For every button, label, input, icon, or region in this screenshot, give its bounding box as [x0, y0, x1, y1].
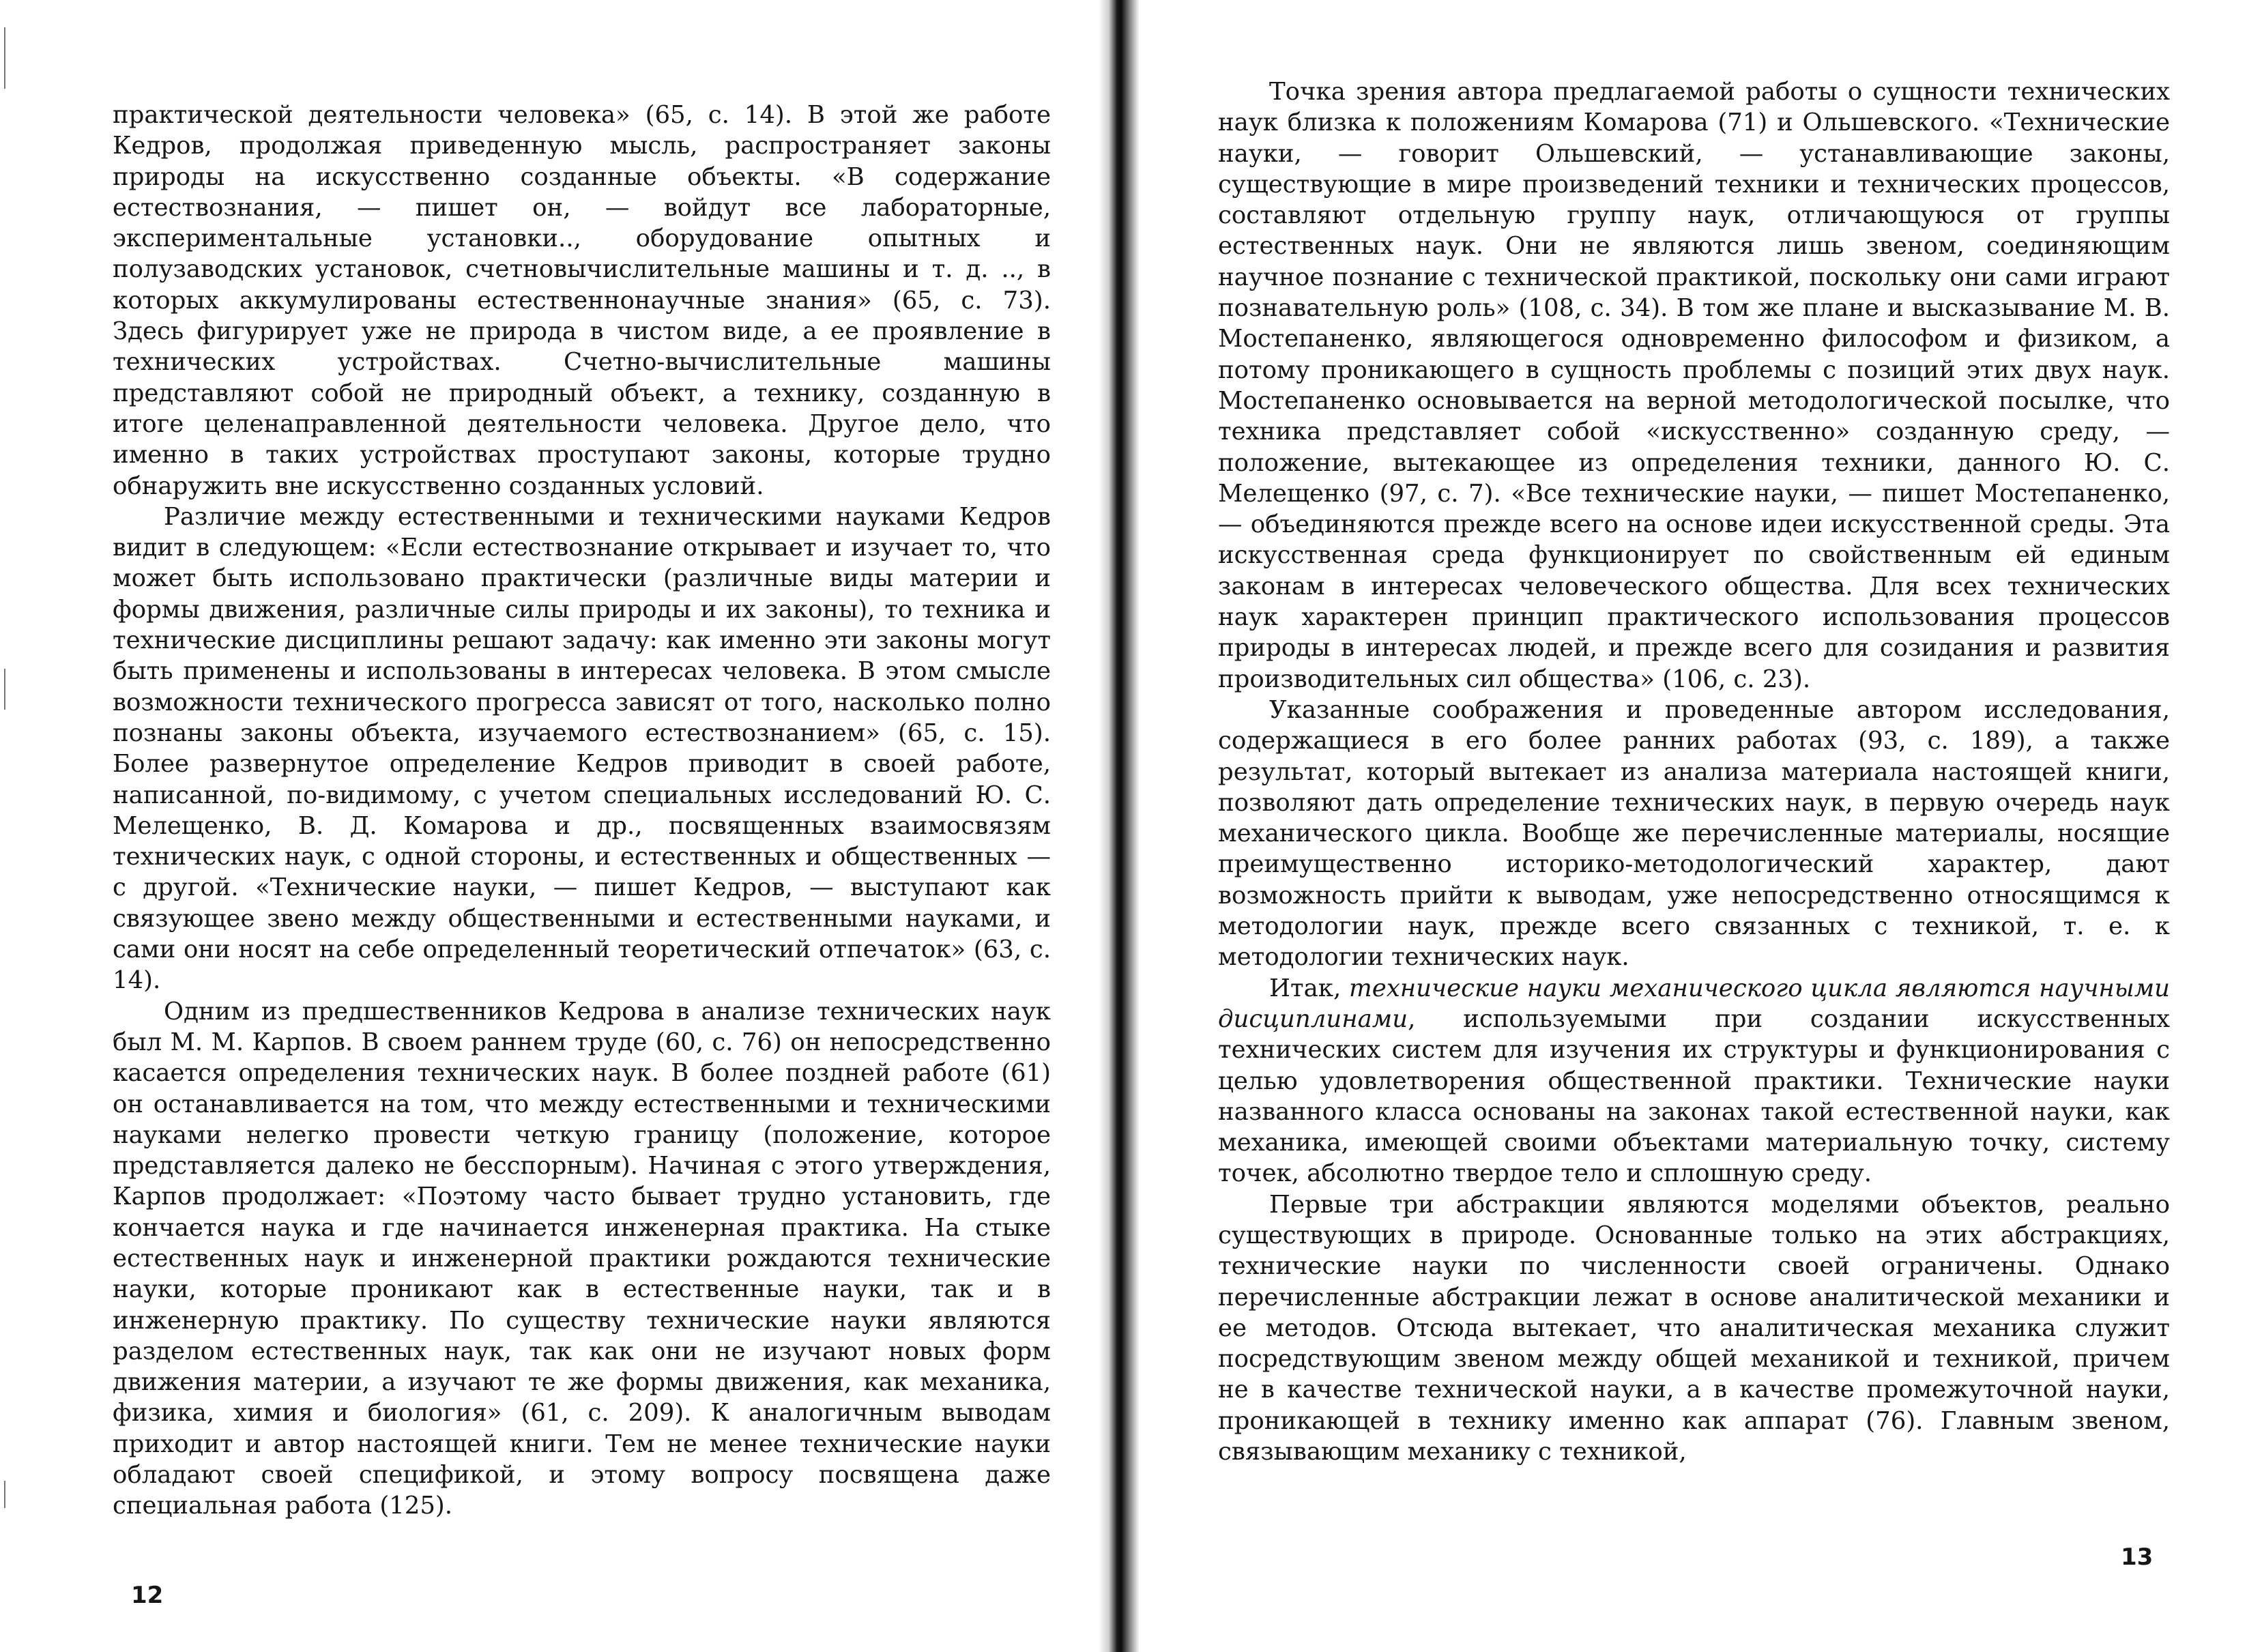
page-number: 13 — [2121, 1544, 2154, 1571]
paragraph: Точка зрения автора предлагаемой работы о сущности технических наук близка к положениям Комарова (71) и Ольшевского. «Технические науки, — говорит Ольшевский, — устанавливающие законы, существующие в мире произведений техники и технических процессов, составляют отдельную группу наук, отличающуюся от группы естественных наук. Они не являются лишь звеном, соединяющим научное познание с технической практикой, поскольку они сами играют познавательную роль» (108, с. 34). В том же плане и высказывание М. В. Мостепаненко, являющегося одновременно философом и физиком, а потому проникающего в сущность проблемы с позиций этих двух наук. Мостепаненко основывается на верной методологической посылке, что техника представляет собой «искусственно» созданную среду, — положение, вытекающее из определения техники, данного Ю. С. Мелещенко (97, с. 7). «Все технические науки, — пишет Мостепаненко, — объединяются прежде всего на основе идеи искусственной среды. Эта искусственная среда функционирует по свойственным ей единым законам в интересах человеческого общества. Для всех технических наук характерен принцип практического использования процессов природы в интересах людей, и прежде всего для созидания и развития производительных сил общества» (106, с. 23). — [1218, 78, 2170, 693]
paragraph: Первые три абстракции являются моделями объектов, реально существующих в природе. Основанные только на этих абстракциях, технические науки по численности своей ограничены. Однако перечисленные абстракции лежат в основе аналитической механики и ее методов. Отсюда вытекает, что аналитическая механика служит посредствующим звеном между общей механикой и техникой, причем не в качестве технической науки, а в качестве промежуточной науки, проникающей в технику именно как аппарат (76). Главным звеном, связывающим механику с техникой, — [1218, 1190, 2170, 1466]
right-page-text — [1218, 76, 2170, 1467]
paragraph — [1218, 973, 2170, 1189]
paragraph: практической деятельности человека» (65, с. 14). В этой же работе Кедров, продолжая приведенную мысль, распространяет законы природы на искусственно созданные объекты. «В содержание естествознания, — пишет он, — войдут все лабораторные, экспериментальные установки.., оборудование опытных и полузаводских установок, счетновычислительные машины и т. д. .., в которых аккумулированы естественнонаучные знания» (65, с. 73). Здесь фигурирует уже не природа в чистом виде, а ее проявление в технических устройствах. Счетно-вычислительные машины представляют собой не природный объект, а технику, созданную в итоге целенаправленной деятельности человека. Другое дело, что именно в таких устройствах проступают законы, которые трудно обнаружить вне искусственно созданных условий. — [113, 101, 1051, 500]
paragraph: Указанные соображения и проведенные автором исследования, содержащиеся в его более ранних работах (93, с. 189), а также результат, который вытекает из анализа материала настоящей книги, позволяют дать определение технических наук, в первую очередь наук механического цикла. Вообще же перечисленные материалы, носящие преимущественно историко-методологический характер, дают возможность прийти к выводам, уже непосредственно относящимся к методологии наук, прежде всего связанных с техникой, т. е. к методологии технических наук. — [1218, 695, 2170, 972]
right-page — [1133, 0, 2247, 1652]
margin-mark — [4, 669, 5, 710]
left-page — [0, 0, 1105, 1652]
left-page-text — [113, 100, 1051, 1522]
page-number: 12 — [131, 1582, 164, 1609]
paragraph-lead: Итак, — [1269, 974, 1350, 1002]
paragraph: Одним из предшественников Кедрова в анализе технических наук был М. М. Карпов. В своем раннем труде (60, с. 76) он непосредственно касается определения технических наук. В более поздней работе (61) он останавливается на том, что между естественными и техническими науками нелегко провести четкую границу (положение, которое представляется далеко не бесспорным). Начиная с этого утверждения, Карпов продолжает: «Поэтому часто бывает трудно установить, где кончается наука и где начинается инженерная практика. На стыке естественных наук и инженерной практики рождаются технические науки, которые проникают как в естественные науки, так и в инженерную практику. По существу технические науки являются разделом естественных наук, так как они не изучают новых форм движения материи, а изучают те же формы движения, как механика, физика, химия и биология» (61, с. 209). К аналогичным выводам приходит и автор настоящей книги. Тем не менее технические науки обладают своей спецификой, и этому вопросу посвящена даже специальная работа (125). — [113, 997, 1051, 1520]
definition-emphasis: технические науки механического цикла являются научными дисциплинами — [1218, 974, 2170, 1033]
margin-mark — [4, 1481, 5, 1508]
paragraph: Различие между естественными и техническими науками Кедров видит в следующем: «Если естествознание открывает и изучает то, что может быть использовано практически (различные виды материи и формы движения, различные силы природы и их законы), то техника и технические дисциплины решают задачу: как именно эти законы могут быть применены и использованы в интересах человека. В этом смысле возможности технического прогресса зависят от того, насколько полно познаны законы объекта, изучаемого естествознанием» (65, с. 15). Более развернутое определение Кедров приводит в своей работе, написанной, по-видимому, с учетом специальных исследований Ю. С. Мелещенко, В. Д. Комарова и др., посвященных взаимосвязям технических наук, с одной стороны, и естественных и общественных — с другой. «Технические науки, — пишет Кедров, — выступают как связующее звено между общественными и естественными науками, и сами они носят на себе определенный теоретический отпечаток» (63, с. 14). — [113, 502, 1051, 995]
margin-mark — [4, 27, 5, 89]
paragraph-body: , используемыми при создании искусственных технических систем для изучения их структуры и функционирования с целью удовлетворения общественной практики. Технические науки названного класса основаны на законах такой естественной науки, как механика, имеющей своими объектами материальную точку, систему точек, абсолютно твердое тело и сплошную среду. — [1218, 1004, 2170, 1188]
